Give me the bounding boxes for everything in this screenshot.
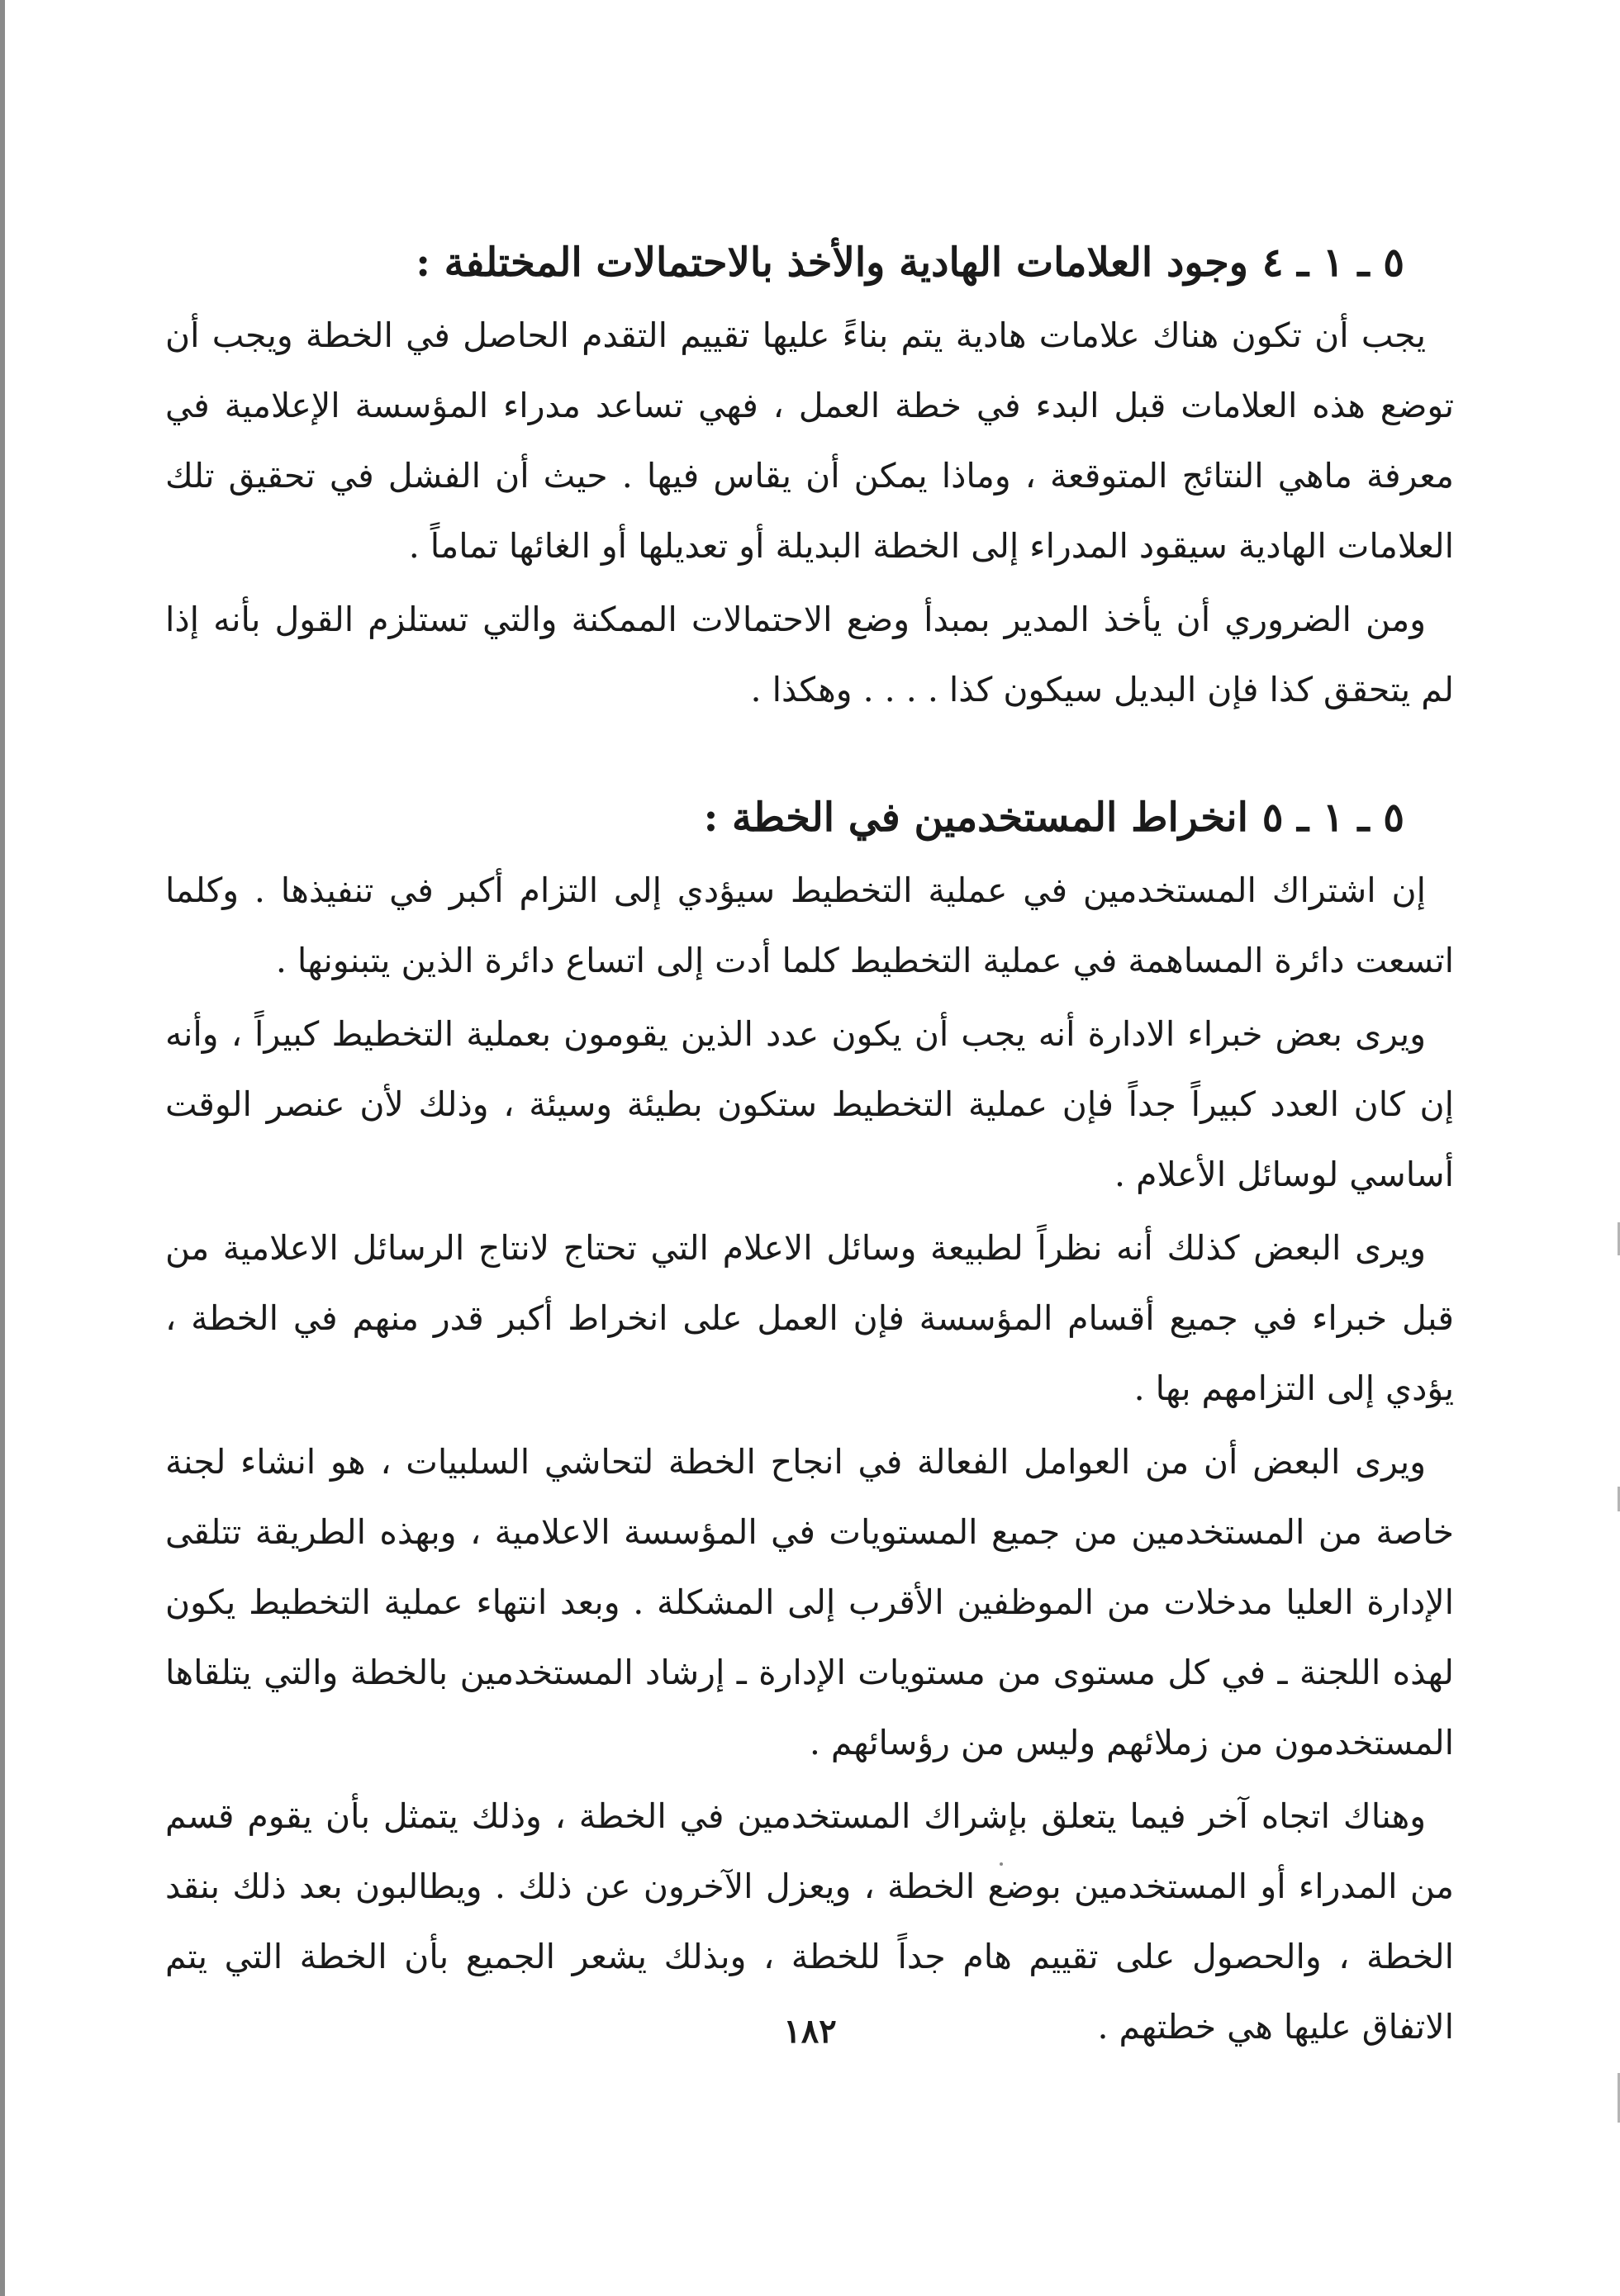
- page-number: ١٨٢: [783, 2012, 837, 2051]
- paragraph: ويرى البعض كذلك أنه نظراً لطبيعة وسائل الاعلام التي تحتاج لانتاج الرسائل الاعلامية من قبل خبراء في جميع أقسام المؤسسة فإن العمل على انخراط أكبر قدر منهم في الخطة ، يؤدي إلى التزامهم بها .: [165, 1228, 1454, 1408]
- paragraph: ويرى البعض أن من العوامل الفعالة في انجاح الخطة لتحاشي السلبيات ، هو انشاء لجنة خاصة من المستخدمين من جميع المستويات في المؤسسة الاعلامية ، وبهذه الطريقة تتلقى الإدارة العليا مدخلات من الموظفين الأقرب إلى المشكلة . وبعد انتهاء عملية التخطيط يكون لهذه اللجنة ـ في كل مستوى من مستويات الإدارة ـ إرشاد المستخدمين بالخطة والتي يتلقاها المستخدمون من زملائهم وليس من رؤسائهم .: [165, 1442, 1454, 1762]
- paragraph: ومن الضروري أن يأخذ المدير بمبدأ وضع الاحتمالات الممكنة والتي تستلزم القول بأنه إذا لم يتحقق كذا فإن البديل سيكون كذا . . . . وهكذا .: [165, 600, 1454, 709]
- scan-left-edge: [0, 0, 5, 2296]
- paragraph: وهناك اتجاه آخر فيما يتعلق بإشراك المستخدمين في الخطة ، وذلك يتمثل بأن يقوم قسم من المدراء أو المستخدمين بوضع الخطة ، ويعزل الآخرون عن ذلك . ويطالبون بعد ذلك بنقد الخطة ، والحصول على تقييم هام جداً للخطة ، وبذلك يشعر الجميع بأن الخطة التي يتم الاتفاق عليها هي خطتهم .: [165, 1796, 1454, 2047]
- paragraph: إن اشتراك المستخدمين في عملية التخطيط سيؤدي إلى التزام أكبر في تنفيذها . وكلما اتسعت دائرة المساهمة في عملية التخطيط كلما أدت إلى اتساع دائرة الذين يتبنونها .: [165, 870, 1454, 980]
- page-body: [165, 231, 1454, 2062]
- section-heading-5: ٥ ـ ١ ـ ٥ انخراط المستخدمين في الخطة :: [703, 795, 1404, 841]
- section-heading-4: ٥ ـ ١ ـ ٤ وجود العلامات الهادية والأخذ بالاحتمالات المختلفة :: [416, 240, 1404, 286]
- paragraph: ويرى بعض خبراء الادارة أنه يجب أن يكون عدد الذين يقومون بعملية التخطيط كبيراً ، وأنه إن كان العدد كبيراً جداً فإن عملية التخطيط ستكون بطيئة وسيئة ، وذلك لأن عنصر الوقت أساسي لوسائل الأعلام .: [165, 1014, 1454, 1194]
- paragraph: يجب أن تكون هناك علامات هادية يتم بناءً عليها تقييم التقدم الحاصل في الخطة ويجب أن توضع هذه العلامات قبل البدء في خطة العمل ، فهي تساعد مدراء المؤسسة الإعلامية في معرفة ماهي النتائج المتوقعة ، وماذا يمكن أن يقاس فيها . حيث أن الفشل في تحقيق تلك العلامات الهادية سيقود المدراء إلى الخطة البديلة أو تعديلها أو الغائها تماماً .: [165, 315, 1454, 566]
